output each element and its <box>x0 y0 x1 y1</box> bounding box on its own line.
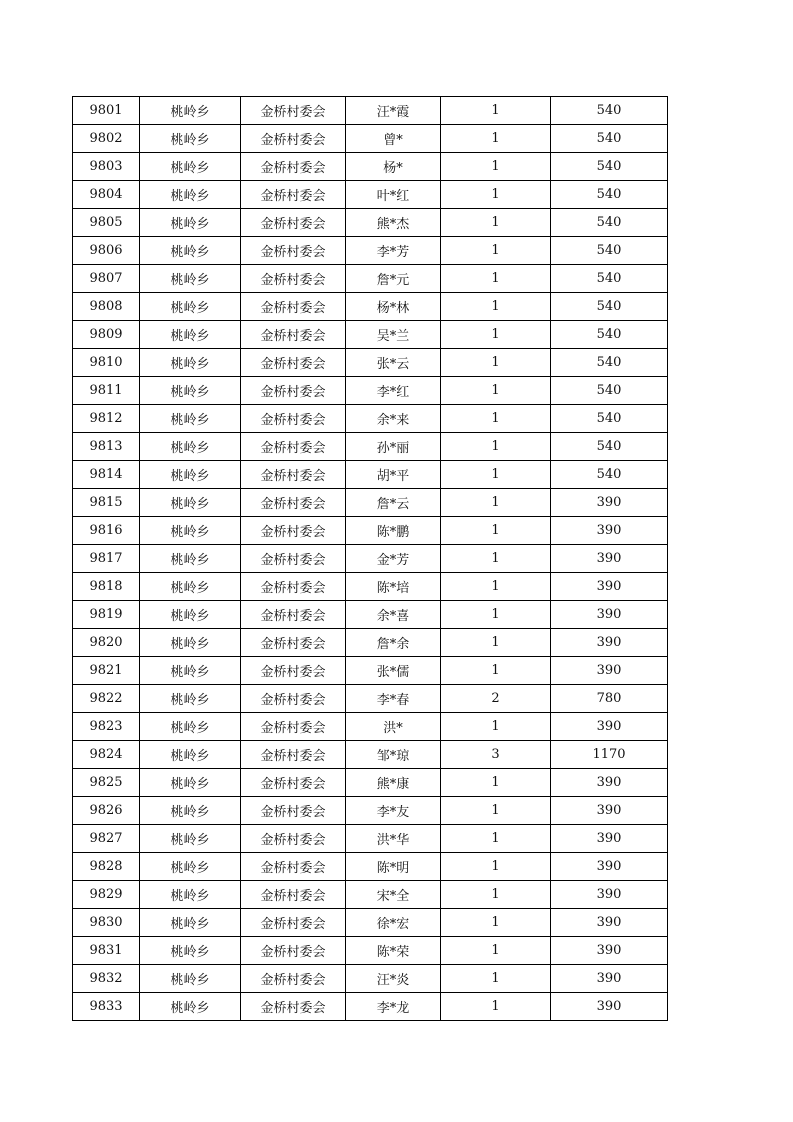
village-committee-cell: 金桥村委会 <box>241 405 346 433</box>
village-committee-cell: 金桥村委会 <box>241 377 346 405</box>
count-cell: 1 <box>441 181 551 209</box>
count-cell: 1 <box>441 769 551 797</box>
table-row <box>73 601 668 629</box>
count-cell: 1 <box>441 321 551 349</box>
village-committee-cell: 金桥村委会 <box>241 993 346 1021</box>
data-table <box>72 96 668 1021</box>
township-cell: 桃岭乡 <box>140 713 241 741</box>
table-row <box>73 237 668 265</box>
row-number-cell: 9810 <box>73 349 140 377</box>
amount-cell: 390 <box>551 573 668 601</box>
village-committee-cell: 金桥村委会 <box>241 657 346 685</box>
township-cell: 桃岭乡 <box>140 965 241 993</box>
village-committee-cell: 金桥村委会 <box>241 769 346 797</box>
name-cell: 余*来 <box>346 405 441 433</box>
amount-cell: 390 <box>551 489 668 517</box>
name-cell: 陈*培 <box>346 573 441 601</box>
name-cell: 洪* <box>346 713 441 741</box>
village-committee-cell: 金桥村委会 <box>241 461 346 489</box>
township-cell: 桃岭乡 <box>140 321 241 349</box>
count-cell: 1 <box>441 517 551 545</box>
village-committee-cell: 金桥村委会 <box>241 321 346 349</box>
table-row <box>73 657 668 685</box>
name-cell: 熊*康 <box>346 769 441 797</box>
township-cell: 桃岭乡 <box>140 657 241 685</box>
township-cell: 桃岭乡 <box>140 685 241 713</box>
amount-cell: 390 <box>551 825 668 853</box>
count-cell: 1 <box>441 461 551 489</box>
amount-cell: 390 <box>551 909 668 937</box>
count-cell: 2 <box>441 685 551 713</box>
table-row <box>73 965 668 993</box>
row-number-cell: 9833 <box>73 993 140 1021</box>
amount-cell: 390 <box>551 657 668 685</box>
amount-cell: 390 <box>551 937 668 965</box>
township-cell: 桃岭乡 <box>140 153 241 181</box>
name-cell: 杨*林 <box>346 293 441 321</box>
name-cell: 孙*丽 <box>346 433 441 461</box>
table-row <box>73 713 668 741</box>
amount-cell: 390 <box>551 517 668 545</box>
amount-cell: 390 <box>551 713 668 741</box>
township-cell: 桃岭乡 <box>140 545 241 573</box>
table-row <box>73 937 668 965</box>
count-cell: 1 <box>441 881 551 909</box>
row-number-cell: 9811 <box>73 377 140 405</box>
township-cell: 桃岭乡 <box>140 853 241 881</box>
row-number-cell: 9804 <box>73 181 140 209</box>
table-row <box>73 433 668 461</box>
name-cell: 李*龙 <box>346 993 441 1021</box>
name-cell: 熊*杰 <box>346 209 441 237</box>
amount-cell: 540 <box>551 349 668 377</box>
township-cell: 桃岭乡 <box>140 573 241 601</box>
township-cell: 桃岭乡 <box>140 293 241 321</box>
amount-cell: 540 <box>551 377 668 405</box>
name-cell: 金*芳 <box>346 545 441 573</box>
name-cell: 詹*云 <box>346 489 441 517</box>
table-body <box>73 97 668 1021</box>
name-cell: 宋*全 <box>346 881 441 909</box>
amount-cell: 540 <box>551 461 668 489</box>
count-cell: 1 <box>441 825 551 853</box>
count-cell: 1 <box>441 545 551 573</box>
amount-cell: 540 <box>551 181 668 209</box>
amount-cell: 540 <box>551 405 668 433</box>
table-row <box>73 489 668 517</box>
count-cell: 1 <box>441 965 551 993</box>
row-number-cell: 9801 <box>73 97 140 125</box>
table-row <box>73 405 668 433</box>
count-cell: 1 <box>441 797 551 825</box>
count-cell: 1 <box>441 265 551 293</box>
row-number-cell: 9813 <box>73 433 140 461</box>
row-number-cell: 9818 <box>73 573 140 601</box>
amount-cell: 390 <box>551 993 668 1021</box>
row-number-cell: 9806 <box>73 237 140 265</box>
village-committee-cell: 金桥村委会 <box>241 713 346 741</box>
amount-cell: 540 <box>551 97 668 125</box>
township-cell: 桃岭乡 <box>140 769 241 797</box>
table-row <box>73 377 668 405</box>
table-row <box>73 321 668 349</box>
village-committee-cell: 金桥村委会 <box>241 601 346 629</box>
table-row <box>73 825 668 853</box>
township-cell: 桃岭乡 <box>140 881 241 909</box>
amount-cell: 390 <box>551 769 668 797</box>
township-cell: 桃岭乡 <box>140 937 241 965</box>
row-number-cell: 9808 <box>73 293 140 321</box>
amount-cell: 390 <box>551 853 668 881</box>
name-cell: 徐*宏 <box>346 909 441 937</box>
count-cell: 1 <box>441 629 551 657</box>
amount-cell: 540 <box>551 433 668 461</box>
amount-cell: 390 <box>551 545 668 573</box>
name-cell: 陈*明 <box>346 853 441 881</box>
village-committee-cell: 金桥村委会 <box>241 573 346 601</box>
amount-cell: 390 <box>551 629 668 657</box>
row-number-cell: 9826 <box>73 797 140 825</box>
amount-cell: 540 <box>551 321 668 349</box>
amount-cell: 540 <box>551 125 668 153</box>
amount-cell: 780 <box>551 685 668 713</box>
row-number-cell: 9820 <box>73 629 140 657</box>
village-committee-cell: 金桥村委会 <box>241 293 346 321</box>
village-committee-cell: 金桥村委会 <box>241 545 346 573</box>
row-number-cell: 9824 <box>73 741 140 769</box>
township-cell: 桃岭乡 <box>140 461 241 489</box>
row-number-cell: 9822 <box>73 685 140 713</box>
row-number-cell: 9816 <box>73 517 140 545</box>
name-cell: 张*云 <box>346 349 441 377</box>
township-cell: 桃岭乡 <box>140 237 241 265</box>
village-committee-cell: 金桥村委会 <box>241 629 346 657</box>
row-number-cell: 9819 <box>73 601 140 629</box>
row-number-cell: 9807 <box>73 265 140 293</box>
count-cell: 1 <box>441 853 551 881</box>
name-cell: 余*喜 <box>346 601 441 629</box>
village-committee-cell: 金桥村委会 <box>241 181 346 209</box>
table-row <box>73 573 668 601</box>
count-cell: 1 <box>441 125 551 153</box>
name-cell: 汪*炎 <box>346 965 441 993</box>
village-committee-cell: 金桥村委会 <box>241 97 346 125</box>
township-cell: 桃岭乡 <box>140 601 241 629</box>
village-committee-cell: 金桥村委会 <box>241 881 346 909</box>
count-cell: 1 <box>441 937 551 965</box>
amount-cell: 390 <box>551 881 668 909</box>
count-cell: 1 <box>441 713 551 741</box>
township-cell: 桃岭乡 <box>140 265 241 293</box>
village-committee-cell: 金桥村委会 <box>241 741 346 769</box>
village-committee-cell: 金桥村委会 <box>241 153 346 181</box>
count-cell: 1 <box>441 601 551 629</box>
township-cell: 桃岭乡 <box>140 629 241 657</box>
row-number-cell: 9803 <box>73 153 140 181</box>
row-number-cell: 9831 <box>73 937 140 965</box>
count-cell: 1 <box>441 293 551 321</box>
village-committee-cell: 金桥村委会 <box>241 517 346 545</box>
township-cell: 桃岭乡 <box>140 97 241 125</box>
amount-cell: 390 <box>551 797 668 825</box>
table-row <box>73 909 668 937</box>
count-cell: 1 <box>441 573 551 601</box>
row-number-cell: 9812 <box>73 405 140 433</box>
count-cell: 1 <box>441 237 551 265</box>
table-row <box>73 153 668 181</box>
township-cell: 桃岭乡 <box>140 517 241 545</box>
table-row <box>73 125 668 153</box>
village-committee-cell: 金桥村委会 <box>241 265 346 293</box>
name-cell: 汪*霞 <box>346 97 441 125</box>
count-cell: 1 <box>441 153 551 181</box>
table-row <box>73 685 668 713</box>
name-cell: 李*芳 <box>346 237 441 265</box>
name-cell: 陈*荣 <box>346 937 441 965</box>
township-cell: 桃岭乡 <box>140 181 241 209</box>
township-cell: 桃岭乡 <box>140 377 241 405</box>
table-row <box>73 853 668 881</box>
table-row <box>73 349 668 377</box>
table-row <box>73 97 668 125</box>
village-committee-cell: 金桥村委会 <box>241 937 346 965</box>
table-row <box>73 741 668 769</box>
amount-cell: 540 <box>551 209 668 237</box>
name-cell: 叶*红 <box>346 181 441 209</box>
name-cell: 邹*琼 <box>346 741 441 769</box>
name-cell: 张*儒 <box>346 657 441 685</box>
count-cell: 1 <box>441 209 551 237</box>
name-cell: 曾* <box>346 125 441 153</box>
amount-cell: 540 <box>551 293 668 321</box>
name-cell: 李*红 <box>346 377 441 405</box>
table-row <box>73 209 668 237</box>
township-cell: 桃岭乡 <box>140 405 241 433</box>
amount-cell: 540 <box>551 237 668 265</box>
amount-cell: 390 <box>551 601 668 629</box>
row-number-cell: 9830 <box>73 909 140 937</box>
count-cell: 1 <box>441 97 551 125</box>
village-committee-cell: 金桥村委会 <box>241 349 346 377</box>
row-number-cell: 9809 <box>73 321 140 349</box>
row-number-cell: 9802 <box>73 125 140 153</box>
count-cell: 1 <box>441 377 551 405</box>
table-row <box>73 993 668 1021</box>
name-cell: 詹*元 <box>346 265 441 293</box>
township-cell: 桃岭乡 <box>140 209 241 237</box>
count-cell: 1 <box>441 657 551 685</box>
table-row <box>73 461 668 489</box>
name-cell: 李*友 <box>346 797 441 825</box>
table-row <box>73 517 668 545</box>
row-number-cell: 9815 <box>73 489 140 517</box>
row-number-cell: 9821 <box>73 657 140 685</box>
amount-cell: 390 <box>551 965 668 993</box>
name-cell: 胡*平 <box>346 461 441 489</box>
row-number-cell: 9817 <box>73 545 140 573</box>
village-committee-cell: 金桥村委会 <box>241 797 346 825</box>
village-committee-cell: 金桥村委会 <box>241 909 346 937</box>
village-committee-cell: 金桥村委会 <box>241 825 346 853</box>
table-row <box>73 265 668 293</box>
row-number-cell: 9805 <box>73 209 140 237</box>
township-cell: 桃岭乡 <box>140 349 241 377</box>
township-cell: 桃岭乡 <box>140 741 241 769</box>
table-row <box>73 293 668 321</box>
table-row <box>73 769 668 797</box>
row-number-cell: 9832 <box>73 965 140 993</box>
row-number-cell: 9827 <box>73 825 140 853</box>
count-cell: 1 <box>441 909 551 937</box>
row-number-cell: 9814 <box>73 461 140 489</box>
name-cell: 李*春 <box>346 685 441 713</box>
table-row <box>73 181 668 209</box>
name-cell: 吴*兰 <box>346 321 441 349</box>
township-cell: 桃岭乡 <box>140 797 241 825</box>
name-cell: 洪*华 <box>346 825 441 853</box>
village-committee-cell: 金桥村委会 <box>241 125 346 153</box>
row-number-cell: 9823 <box>73 713 140 741</box>
township-cell: 桃岭乡 <box>140 993 241 1021</box>
amount-cell: 1170 <box>551 741 668 769</box>
table-row <box>73 881 668 909</box>
row-number-cell: 9825 <box>73 769 140 797</box>
count-cell: 1 <box>441 349 551 377</box>
count-cell: 3 <box>441 741 551 769</box>
village-committee-cell: 金桥村委会 <box>241 489 346 517</box>
village-committee-cell: 金桥村委会 <box>241 209 346 237</box>
township-cell: 桃岭乡 <box>140 825 241 853</box>
count-cell: 1 <box>441 405 551 433</box>
count-cell: 1 <box>441 433 551 461</box>
township-cell: 桃岭乡 <box>140 433 241 461</box>
amount-cell: 540 <box>551 265 668 293</box>
name-cell: 杨* <box>346 153 441 181</box>
row-number-cell: 9829 <box>73 881 140 909</box>
township-cell: 桃岭乡 <box>140 489 241 517</box>
village-committee-cell: 金桥村委会 <box>241 965 346 993</box>
village-committee-cell: 金桥村委会 <box>241 853 346 881</box>
village-committee-cell: 金桥村委会 <box>241 433 346 461</box>
count-cell: 1 <box>441 993 551 1021</box>
name-cell: 詹*余 <box>346 629 441 657</box>
table-row <box>73 545 668 573</box>
village-committee-cell: 金桥村委会 <box>241 237 346 265</box>
table-row <box>73 629 668 657</box>
table-row <box>73 797 668 825</box>
township-cell: 桃岭乡 <box>140 909 241 937</box>
township-cell: 桃岭乡 <box>140 125 241 153</box>
count-cell: 1 <box>441 489 551 517</box>
village-committee-cell: 金桥村委会 <box>241 685 346 713</box>
name-cell: 陈*鹏 <box>346 517 441 545</box>
row-number-cell: 9828 <box>73 853 140 881</box>
amount-cell: 540 <box>551 153 668 181</box>
